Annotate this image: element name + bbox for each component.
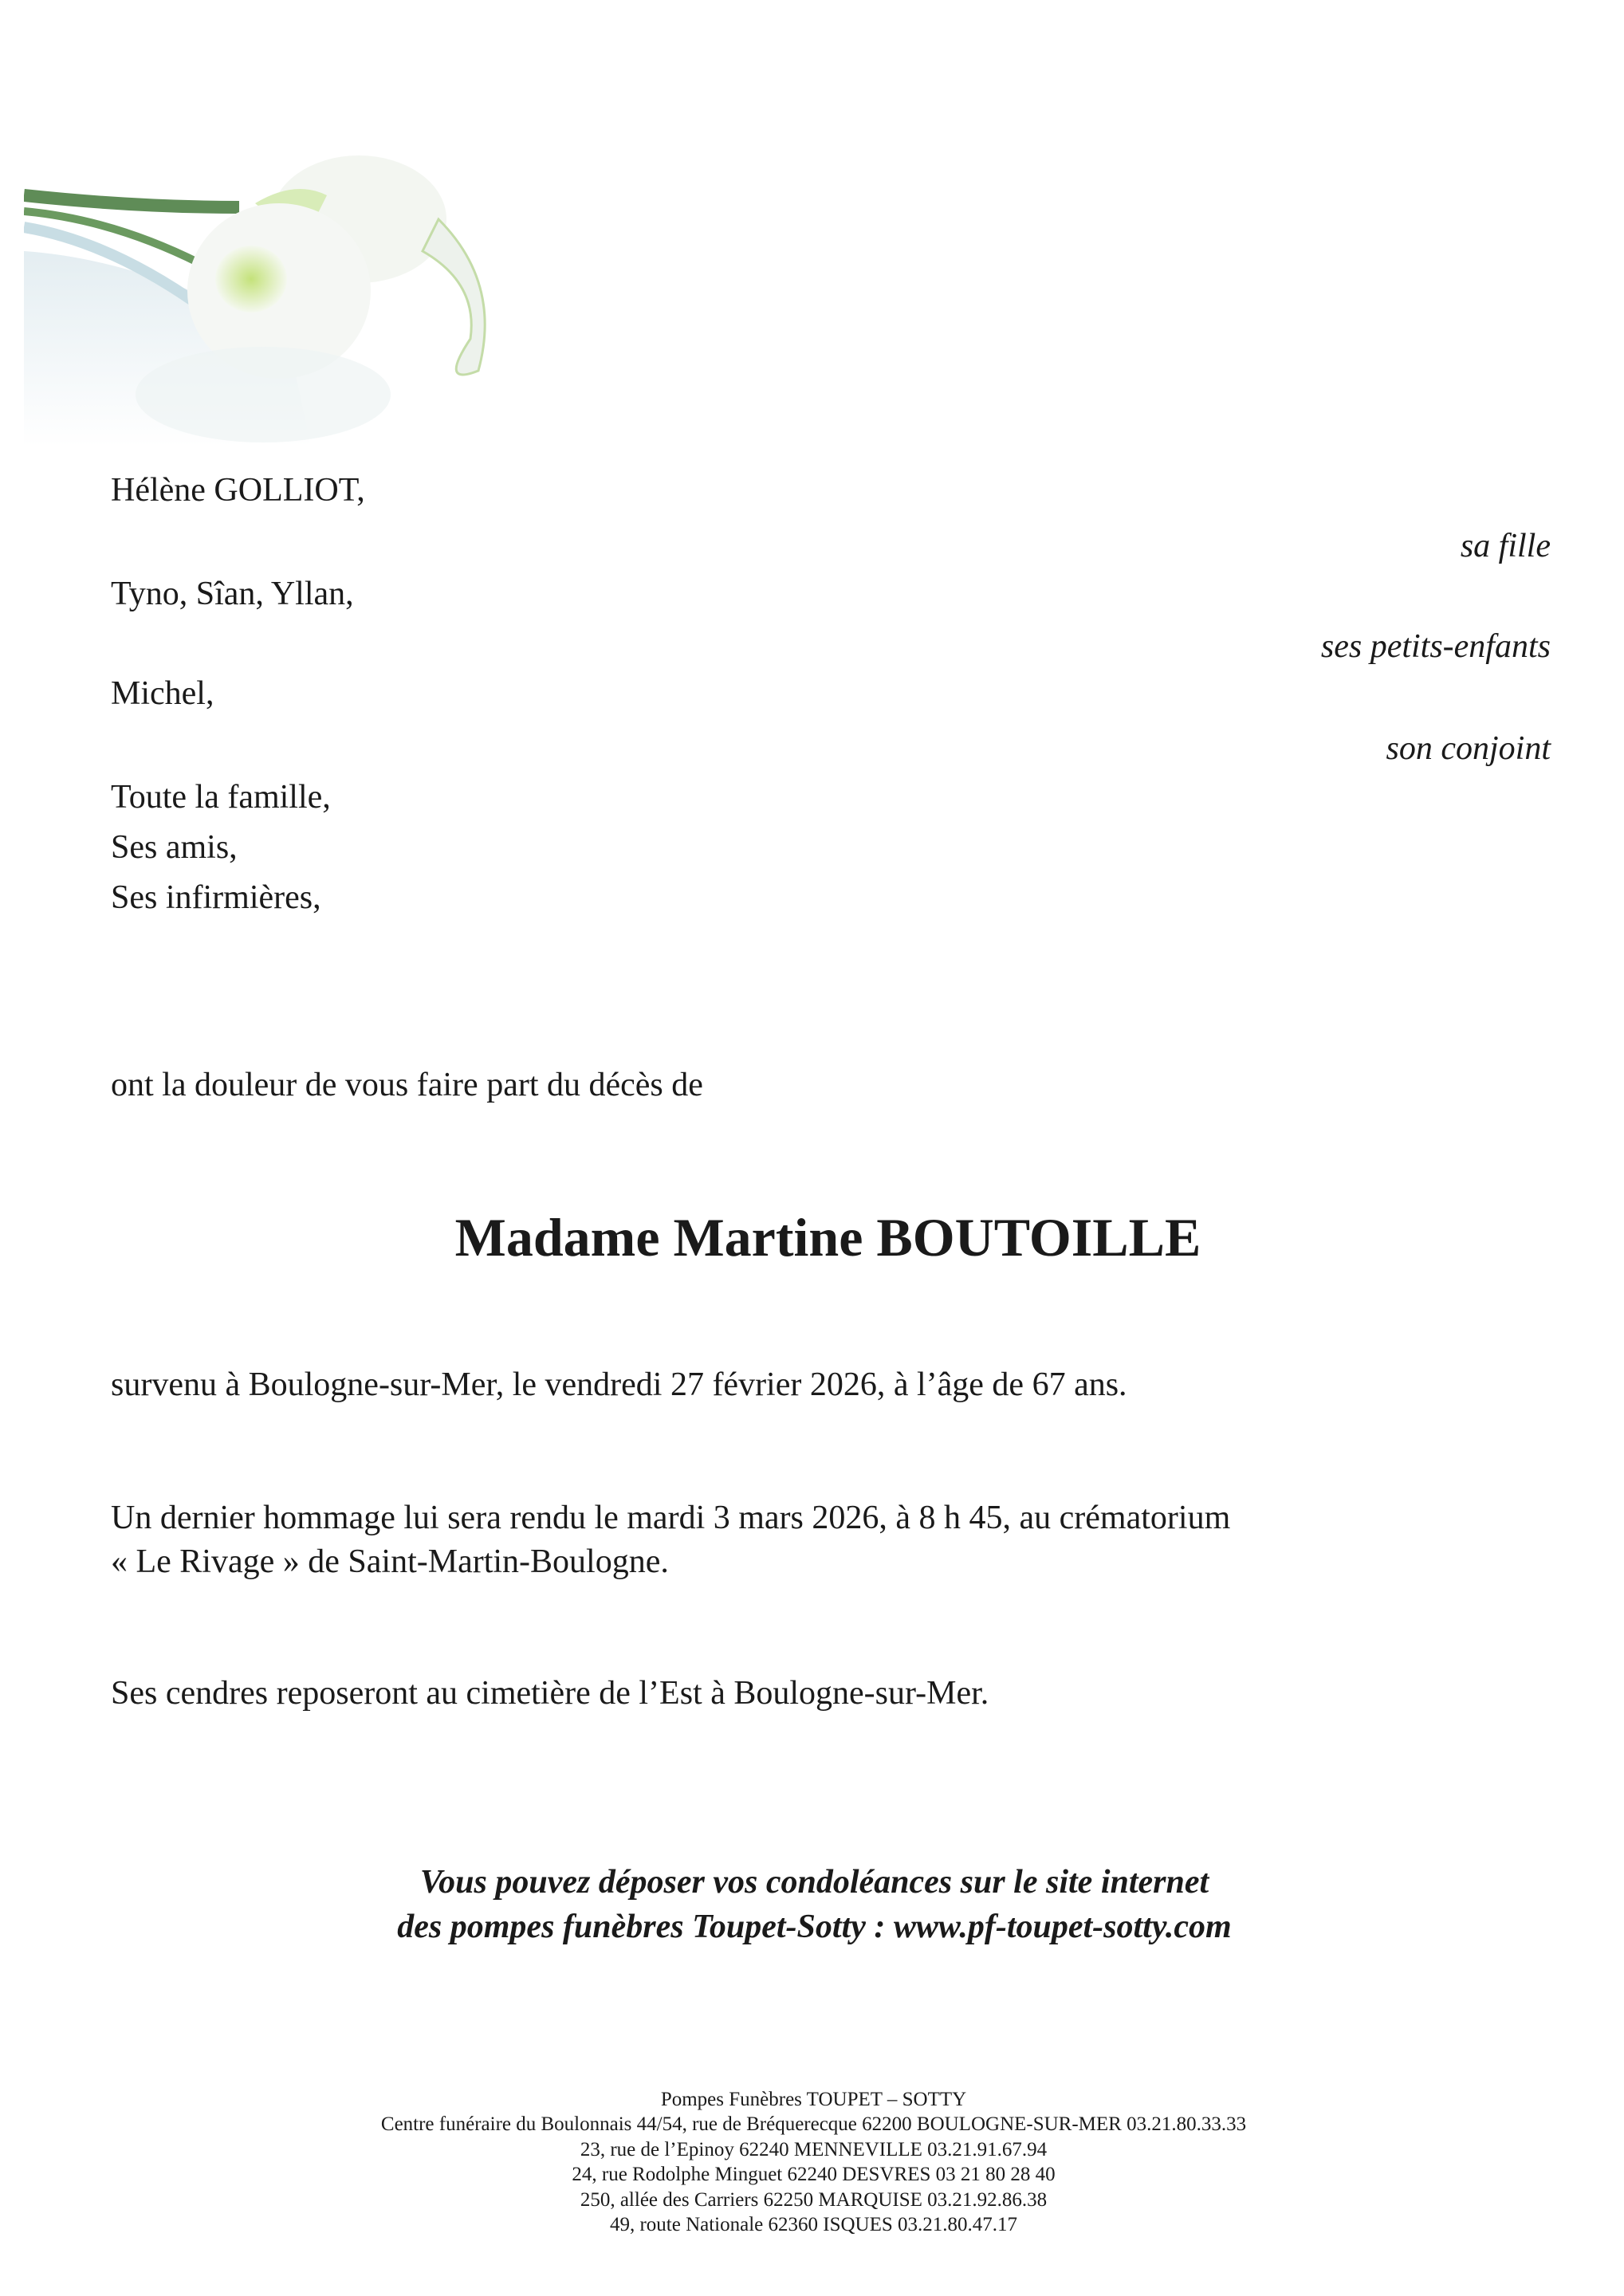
others-line: Toute la famille, xyxy=(111,779,331,816)
family-name-1: Hélène GOLLIOT, xyxy=(111,472,365,509)
footer-line: Pompes Funèbres TOUPET – SOTTY xyxy=(660,2089,967,2110)
ceremony-line: Un dernier hommage lui sera rendu le mardi 3 mars 2026, à 8 h 45, au crématorium xyxy=(111,1500,1231,1536)
deceased-name: Madame Martine BOUTOILLE xyxy=(454,1207,1201,1268)
family-relation-3: son conjoint xyxy=(1386,730,1551,767)
footer-line: 49, route Nationale 62360 ISQUES 03.21.80.47.17 xyxy=(609,2214,1018,2235)
footer-line: 24, rue Rodolphe Minguet 62240 DESVRES 03 21 80 28 40 xyxy=(572,2164,1056,2185)
condolences-line: Vous pouvez déposer vos condoléances sur le site internet xyxy=(419,1864,1209,1901)
family-name-2: Tyno, Sîan, Yllan, xyxy=(111,576,354,612)
footer-line: 250, allée des Carriers 62250 MARQUISE 03.21.92.86.38 xyxy=(580,2189,1048,2211)
death-info: survenu à Boulogne-sur-Mer, le vendredi 27 février 2026, à l’âge de 67 ans. xyxy=(111,1366,1127,1403)
footer-line: Centre funéraire du Boulonnais 44/54, rue de Bréquerecque 62200 BOULOGNE-SUR-MER 03.21.80.33.33 xyxy=(380,2113,1247,2135)
ceremony-line: « Le Rivage » de Saint-Martin-Boulogne. xyxy=(111,1543,669,1580)
footer-line: 23, rue de l’Epinoy 62240 MENNEVILLE 03.21.91.67.94 xyxy=(580,2139,1048,2160)
calla-lily-image xyxy=(24,132,622,446)
ashes-text: Ses cendres reposeront au cimetière de l’Est à Boulogne-sur-Mer. xyxy=(111,1675,989,1712)
family-name-3: Michel, xyxy=(111,675,214,712)
family-relation-2: ses petits-enfants xyxy=(1320,628,1551,665)
others-line: Ses amis, xyxy=(111,829,238,866)
others-line: Ses infirmières, xyxy=(111,879,321,916)
family-relation-1: sa fille xyxy=(1460,528,1551,564)
condolences-link[interactable]: des pompes funèbres Toupet-Sotty : www.pf-toupet-sotty.com xyxy=(397,1909,1232,1945)
announcement-text: ont la douleur de vous faire part du décès de xyxy=(111,1067,703,1103)
